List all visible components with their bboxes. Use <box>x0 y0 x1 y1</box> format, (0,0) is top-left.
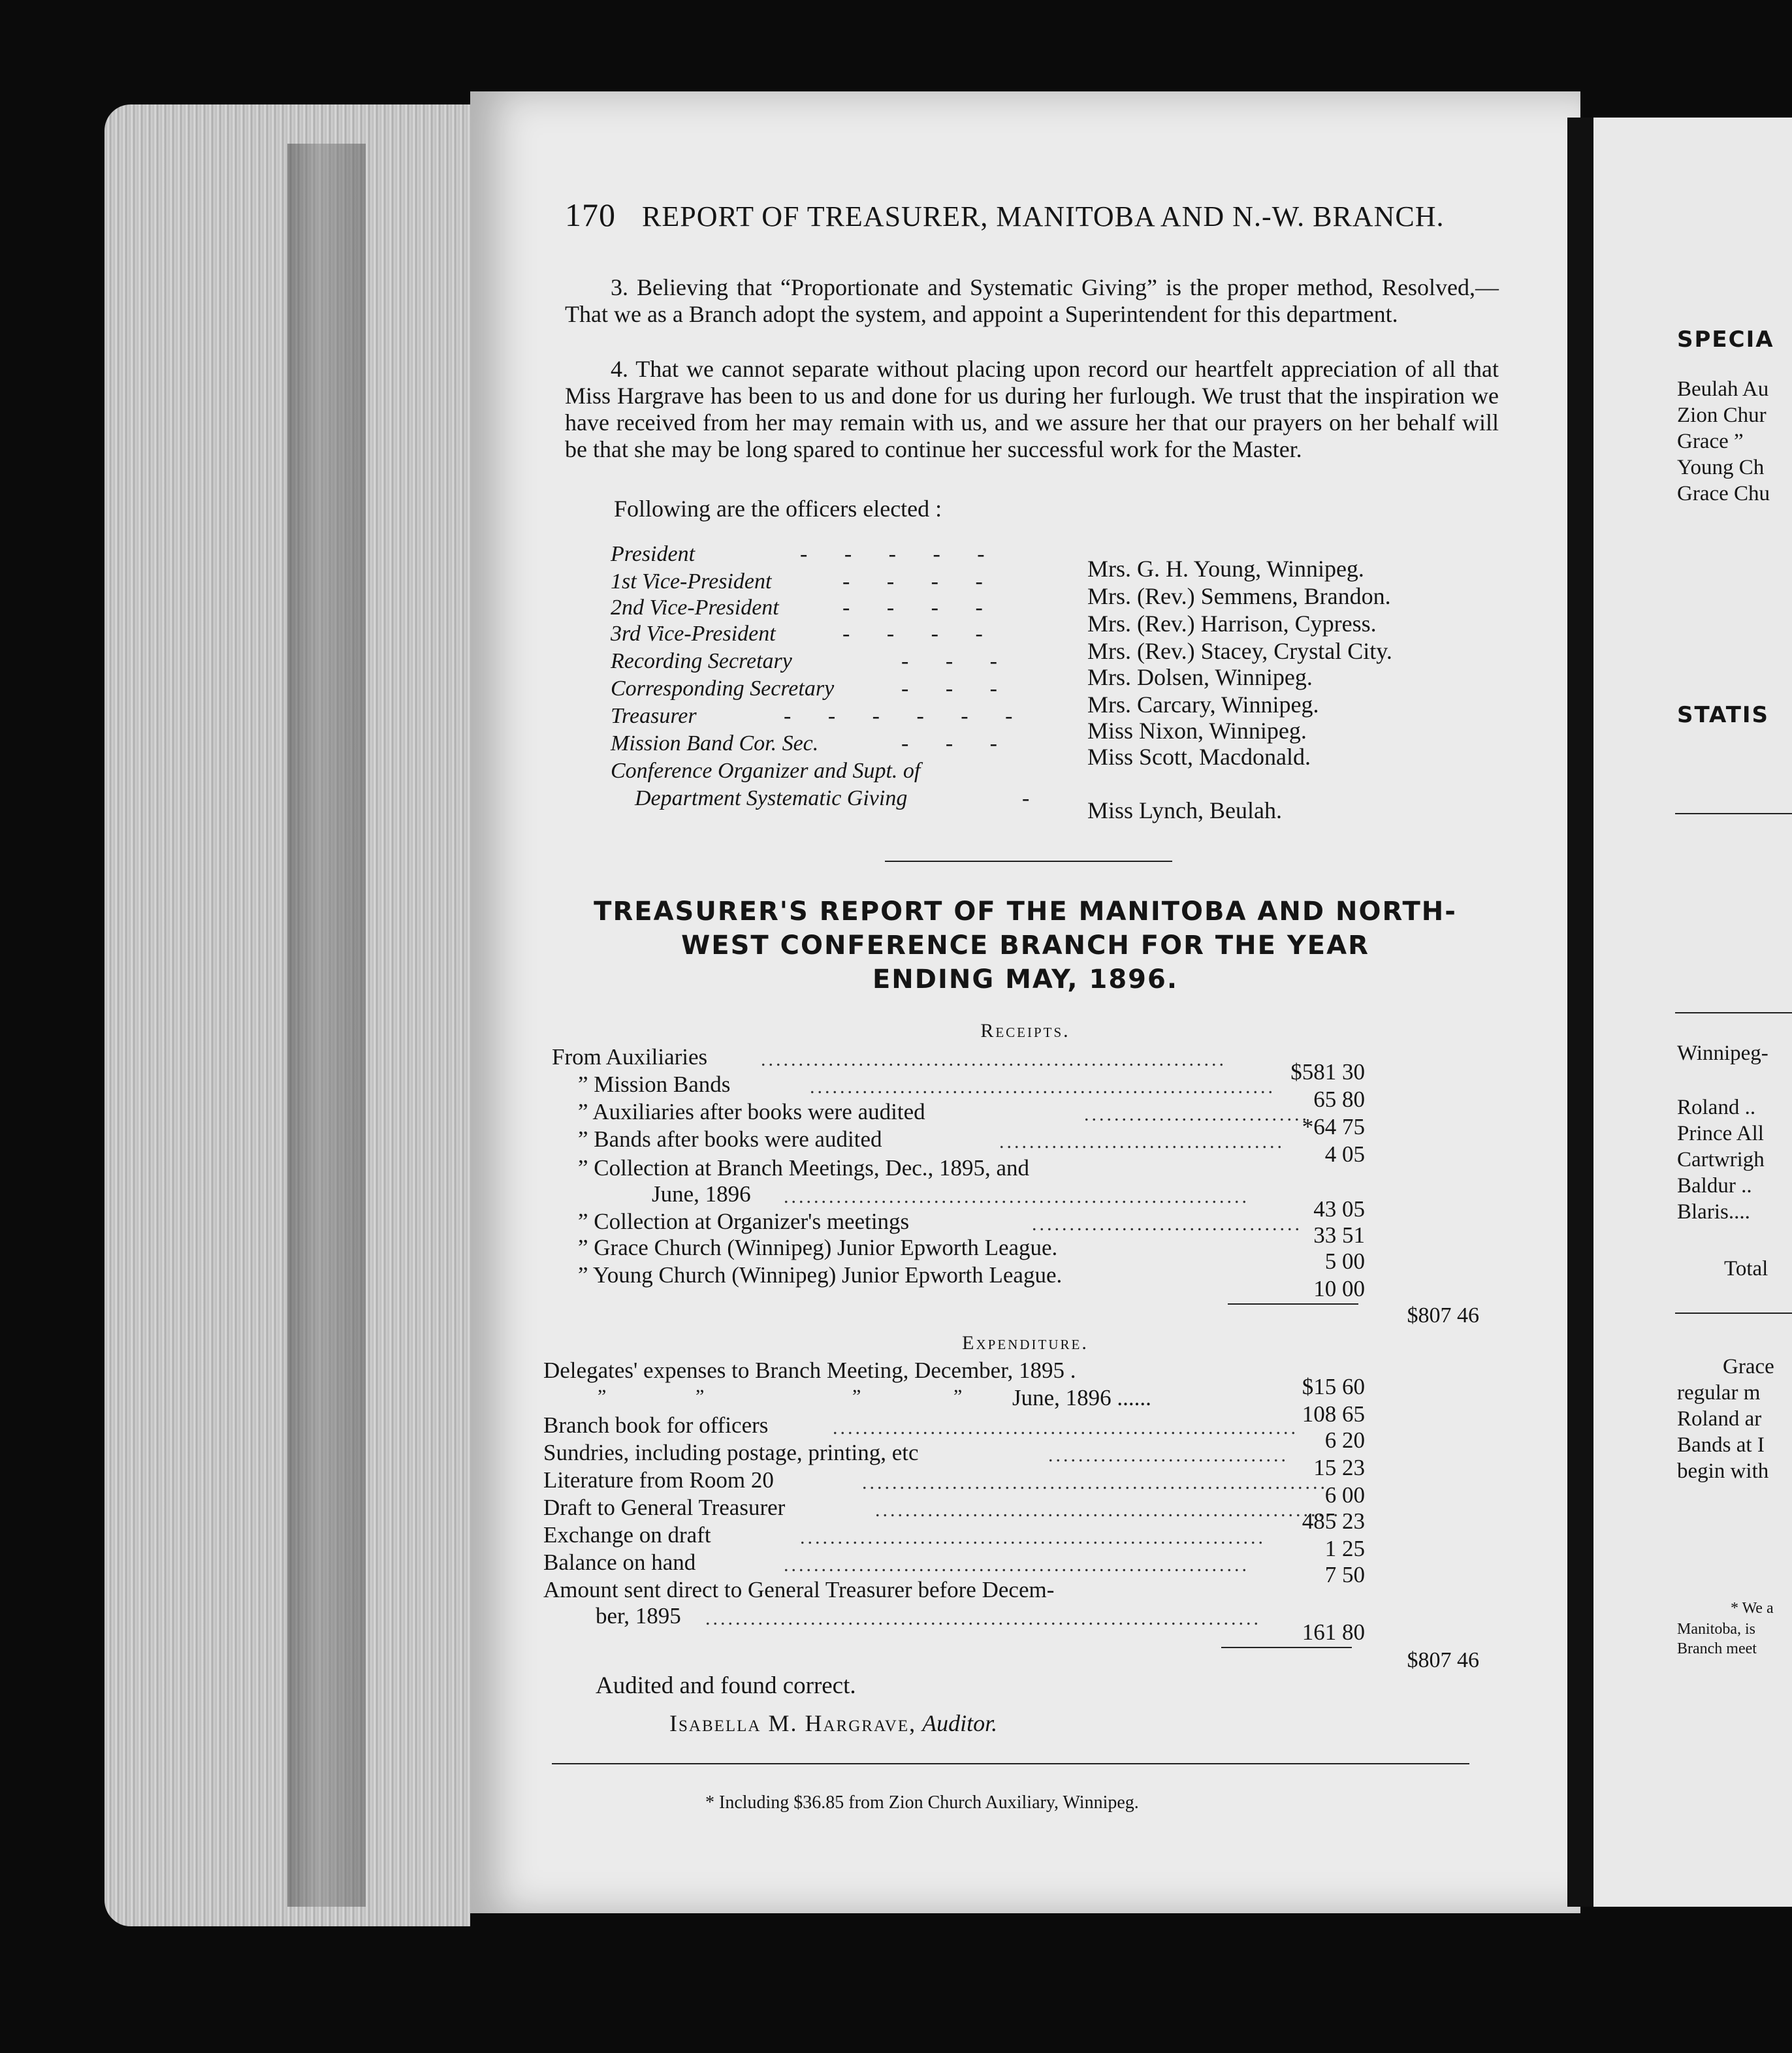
expense-amount: 485 23 <box>1302 1508 1365 1534</box>
right-page-line: Winnipeg- <box>1677 1042 1768 1065</box>
expenditure-title: Expenditure. <box>962 1332 1089 1354</box>
dot-leader: .............................. <box>1084 1104 1309 1125</box>
resolution-text: 3. Believing that “Proportionate and Systematic Giving” is the proper method, Resolved,—That we as a Branch adopt the system, and appoint a Superintendent for this department. <box>565 274 1499 327</box>
expense-label: Delegates' expenses to Branch Meeting, December, 1895 . <box>543 1358 1076 1383</box>
officer-name: Mrs. Dolsen, Winnipeg. <box>1087 664 1313 690</box>
right-page-rule <box>1675 1313 1792 1314</box>
dot-leader: .............................................................. <box>784 1554 1249 1576</box>
officer-title: 3rd Vice-President <box>611 622 776 646</box>
auditor-role: Auditor. <box>922 1710 998 1736</box>
right-page-line: Cartwrigh <box>1677 1148 1765 1171</box>
receipt-label: June, 1896 <box>652 1181 751 1207</box>
dot-leader: .............................................................. <box>862 1472 1328 1493</box>
resolution-3 <box>565 274 1499 328</box>
auditor-signature <box>669 1710 997 1737</box>
expense-amount: 6 00 <box>1324 1482 1365 1508</box>
right-page-line: Young Ch <box>1677 456 1765 479</box>
dot-leader: .............................................................. <box>784 1186 1249 1207</box>
report-heading-line: WEST CONFERENCE BRANCH FOR THE YEAR <box>681 931 1369 961</box>
officers-intro: Following are the officers elected : <box>614 496 942 522</box>
receipt-label: ” Collection at Branch Meetings, Dec., 1895, and <box>578 1155 1030 1181</box>
page-number: 170 <box>565 197 616 233</box>
receipt-label: ” Grace Church (Winnipeg) Junior Epworth League. <box>578 1235 1058 1260</box>
receipts-title: Receipts. <box>980 1020 1070 1042</box>
officer-title: Conference Organizer and Supt. of <box>611 759 921 783</box>
section-divider <box>885 861 1172 862</box>
right-page-line: begin with <box>1677 1459 1769 1483</box>
officer-leader: - - - <box>901 731 1013 756</box>
right-page-total: Total <box>1724 1257 1768 1281</box>
expense-amount: 108 65 <box>1302 1401 1365 1427</box>
dot-leader: .......................................................................... <box>705 1608 1261 1629</box>
expense-label: Branch book for officers <box>543 1412 769 1438</box>
dot-leader: .............................................................. <box>761 1049 1226 1070</box>
right-page-line: Baldur .. <box>1677 1174 1752 1198</box>
officer-title: 2nd Vice-President <box>611 596 779 620</box>
officer-name: Mrs. Carcary, Winnipeg. <box>1087 692 1319 718</box>
officer-title: Department Systematic Giving <box>635 786 908 810</box>
receipt-label: ” Auxiliaries after books were audited <box>578 1099 925 1124</box>
receipt-amount: 4 05 <box>1324 1141 1365 1167</box>
sum-rule <box>1221 1647 1352 1648</box>
officer-name: Mrs. (Rev.) Harrison, Cypress. <box>1087 611 1377 637</box>
receipt-label: ” Bands after books were audited <box>578 1126 882 1152</box>
ditto-mark: ” <box>598 1386 607 1407</box>
receipt-amount: 33 51 <box>1313 1222 1365 1248</box>
receipt-label: From Auxiliaries <box>552 1044 708 1070</box>
expense-label: Balance on hand <box>543 1550 696 1575</box>
officer-leader: - - - <box>901 676 1013 701</box>
receipt-label: ” Collection at Organizer's meetings <box>578 1209 910 1234</box>
expense-label: Amount sent direct to General Treasurer before Decem- <box>543 1577 1055 1602</box>
officer-name: Mrs. (Rev.) Semmens, Brandon. <box>1087 583 1391 609</box>
officer-name: Mrs. G. H. Young, Winnipeg. <box>1087 556 1364 582</box>
receipts-total: $807 46 <box>1407 1303 1479 1328</box>
expense-label: June, 1896 ...... <box>1012 1385 1151 1410</box>
running-head-title: REPORT OF TREASURER, MANITOBA AND N.-W. BRANCH. <box>642 200 1445 232</box>
receipt-amount: 43 05 <box>1313 1196 1365 1222</box>
expense-label: Sundries, including postage, printing, etc <box>543 1440 919 1465</box>
receipt-label: ” Young Church (Winnipeg) Junior Epworth League. <box>578 1262 1063 1288</box>
officer-leader: - - - <box>901 649 1013 673</box>
officer-leader: - - - - <box>842 569 999 594</box>
dot-leader: .............................................................. <box>800 1527 1266 1548</box>
auditor-name: Isabella M. Hargrave, <box>669 1710 917 1736</box>
right-page-heading-special: SPECIA <box>1677 326 1774 353</box>
expense-amount: 161 80 <box>1302 1619 1365 1645</box>
officer-title: President <box>611 542 696 566</box>
receipt-amount: $581 30 <box>1290 1059 1365 1085</box>
officer-name: Mrs. (Rev.) Stacey, Crystal City. <box>1087 638 1392 664</box>
right-page-line: Grace ” <box>1677 430 1744 453</box>
ditto-mark: ” <box>953 1386 963 1407</box>
right-page-line: Beulah Au <box>1677 377 1769 401</box>
receipt-amount: *64 75 <box>1302 1114 1365 1139</box>
officer-title: Mission Band Cor. Sec. <box>611 731 819 756</box>
right-page-rule <box>1675 1012 1792 1013</box>
dot-leader: .............................................................. <box>810 1076 1275 1098</box>
right-page-line: Blaris.... <box>1677 1200 1750 1224</box>
expense-label: Exchange on draft <box>543 1522 711 1548</box>
receipt-amount: 5 00 <box>1324 1249 1365 1274</box>
report-heading-line: TREASURER'S REPORT OF THE MANITOBA AND NORTH- <box>594 897 1457 927</box>
report-heading-line: ENDING MAY, 1896. <box>872 964 1179 995</box>
audit-statement: Audited and found correct. <box>596 1672 856 1699</box>
expenditure-total: $807 46 <box>1407 1648 1479 1672</box>
right-page-line: Grace <box>1723 1355 1774 1378</box>
officer-name: Miss Nixon, Winnipeg. <box>1087 718 1307 744</box>
ditto-mark: ” <box>696 1386 705 1407</box>
officer-title: 1st Vice-President <box>611 569 772 594</box>
officer-title: Recording Secretary <box>611 649 792 673</box>
resolution-text: 4. That we cannot separate without placing upon record our heartfelt appreciation of all that Miss Hargrave has been to us and done for us during her furlough. We trust that the inspiration we have received from her may remain with us, and we assure her that our prayers on her behalf will be that she may be long spared to continue her successful work for the Master. <box>565 356 1499 462</box>
right-page-line: Prince All <box>1677 1122 1764 1145</box>
dot-leader: ...................................... <box>999 1131 1285 1153</box>
expense-amount: 6 20 <box>1324 1427 1365 1453</box>
right-page-note: Manitoba, is <box>1677 1621 1755 1638</box>
right-page-line: Grace Chu <box>1677 482 1770 505</box>
right-page-line: Roland ar <box>1677 1407 1762 1431</box>
ditto-mark: ” <box>852 1386 861 1407</box>
right-page-rule <box>1675 813 1792 814</box>
right-page-line: Roland .. <box>1677 1096 1756 1119</box>
dot-leader: ................................ <box>1048 1444 1288 1466</box>
receipt-amount: 65 80 <box>1313 1087 1365 1112</box>
officer-leader: - - - - - <box>800 542 1000 566</box>
right-page-line: regular m <box>1677 1381 1761 1405</box>
expense-amount: 1 25 <box>1324 1536 1365 1561</box>
dot-leader: .............................................................. <box>833 1417 1298 1439</box>
receipt-label: ” Mission Bands <box>578 1072 731 1097</box>
officer-name: Miss Scott, Macdonald. <box>1087 744 1311 770</box>
footnote-rule <box>552 1763 1469 1764</box>
expense-label: Draft to General Treasurer <box>543 1495 786 1520</box>
expense-amount: $15 60 <box>1302 1374 1365 1399</box>
right-page-line: Bands at I <box>1677 1433 1765 1457</box>
dot-leader: .................................... <box>1032 1213 1302 1235</box>
right-page-heading-statistics: STATIS <box>1677 702 1770 728</box>
running-head <box>565 196 1444 234</box>
expense-label: ber, 1895 <box>596 1603 681 1629</box>
officer-leader: - - - - <box>842 622 999 646</box>
report-heading <box>562 895 1489 996</box>
sum-rule <box>1228 1303 1358 1305</box>
right-page-note: * We a <box>1731 1600 1774 1617</box>
resolution-4 <box>565 356 1499 463</box>
officer-name: Miss Lynch, Beulah. <box>1087 797 1282 823</box>
officer-leader: - - - - <box>842 596 999 620</box>
officer-title: Corresponding Secretary <box>611 676 835 701</box>
page-edge-shadow <box>287 144 366 1907</box>
expense-amount: 15 23 <box>1313 1455 1365 1480</box>
expense-amount: 7 50 <box>1324 1562 1365 1587</box>
right-page-note: Branch meet <box>1677 1640 1757 1657</box>
dot-leader: .............................................................. <box>875 1499 1341 1521</box>
officer-leader: - <box>1022 786 1046 810</box>
officer-leader: - - - - - - <box>784 704 1029 728</box>
receipt-amount: 10 00 <box>1313 1276 1365 1301</box>
right-page-line: Zion Chur <box>1677 404 1767 427</box>
officer-title: Treasurer <box>611 704 697 728</box>
footnote: * Including $36.85 from Zion Church Auxiliary, Winnipeg. <box>705 1792 1139 1813</box>
expense-label: Literature from Room 20 <box>543 1467 774 1493</box>
